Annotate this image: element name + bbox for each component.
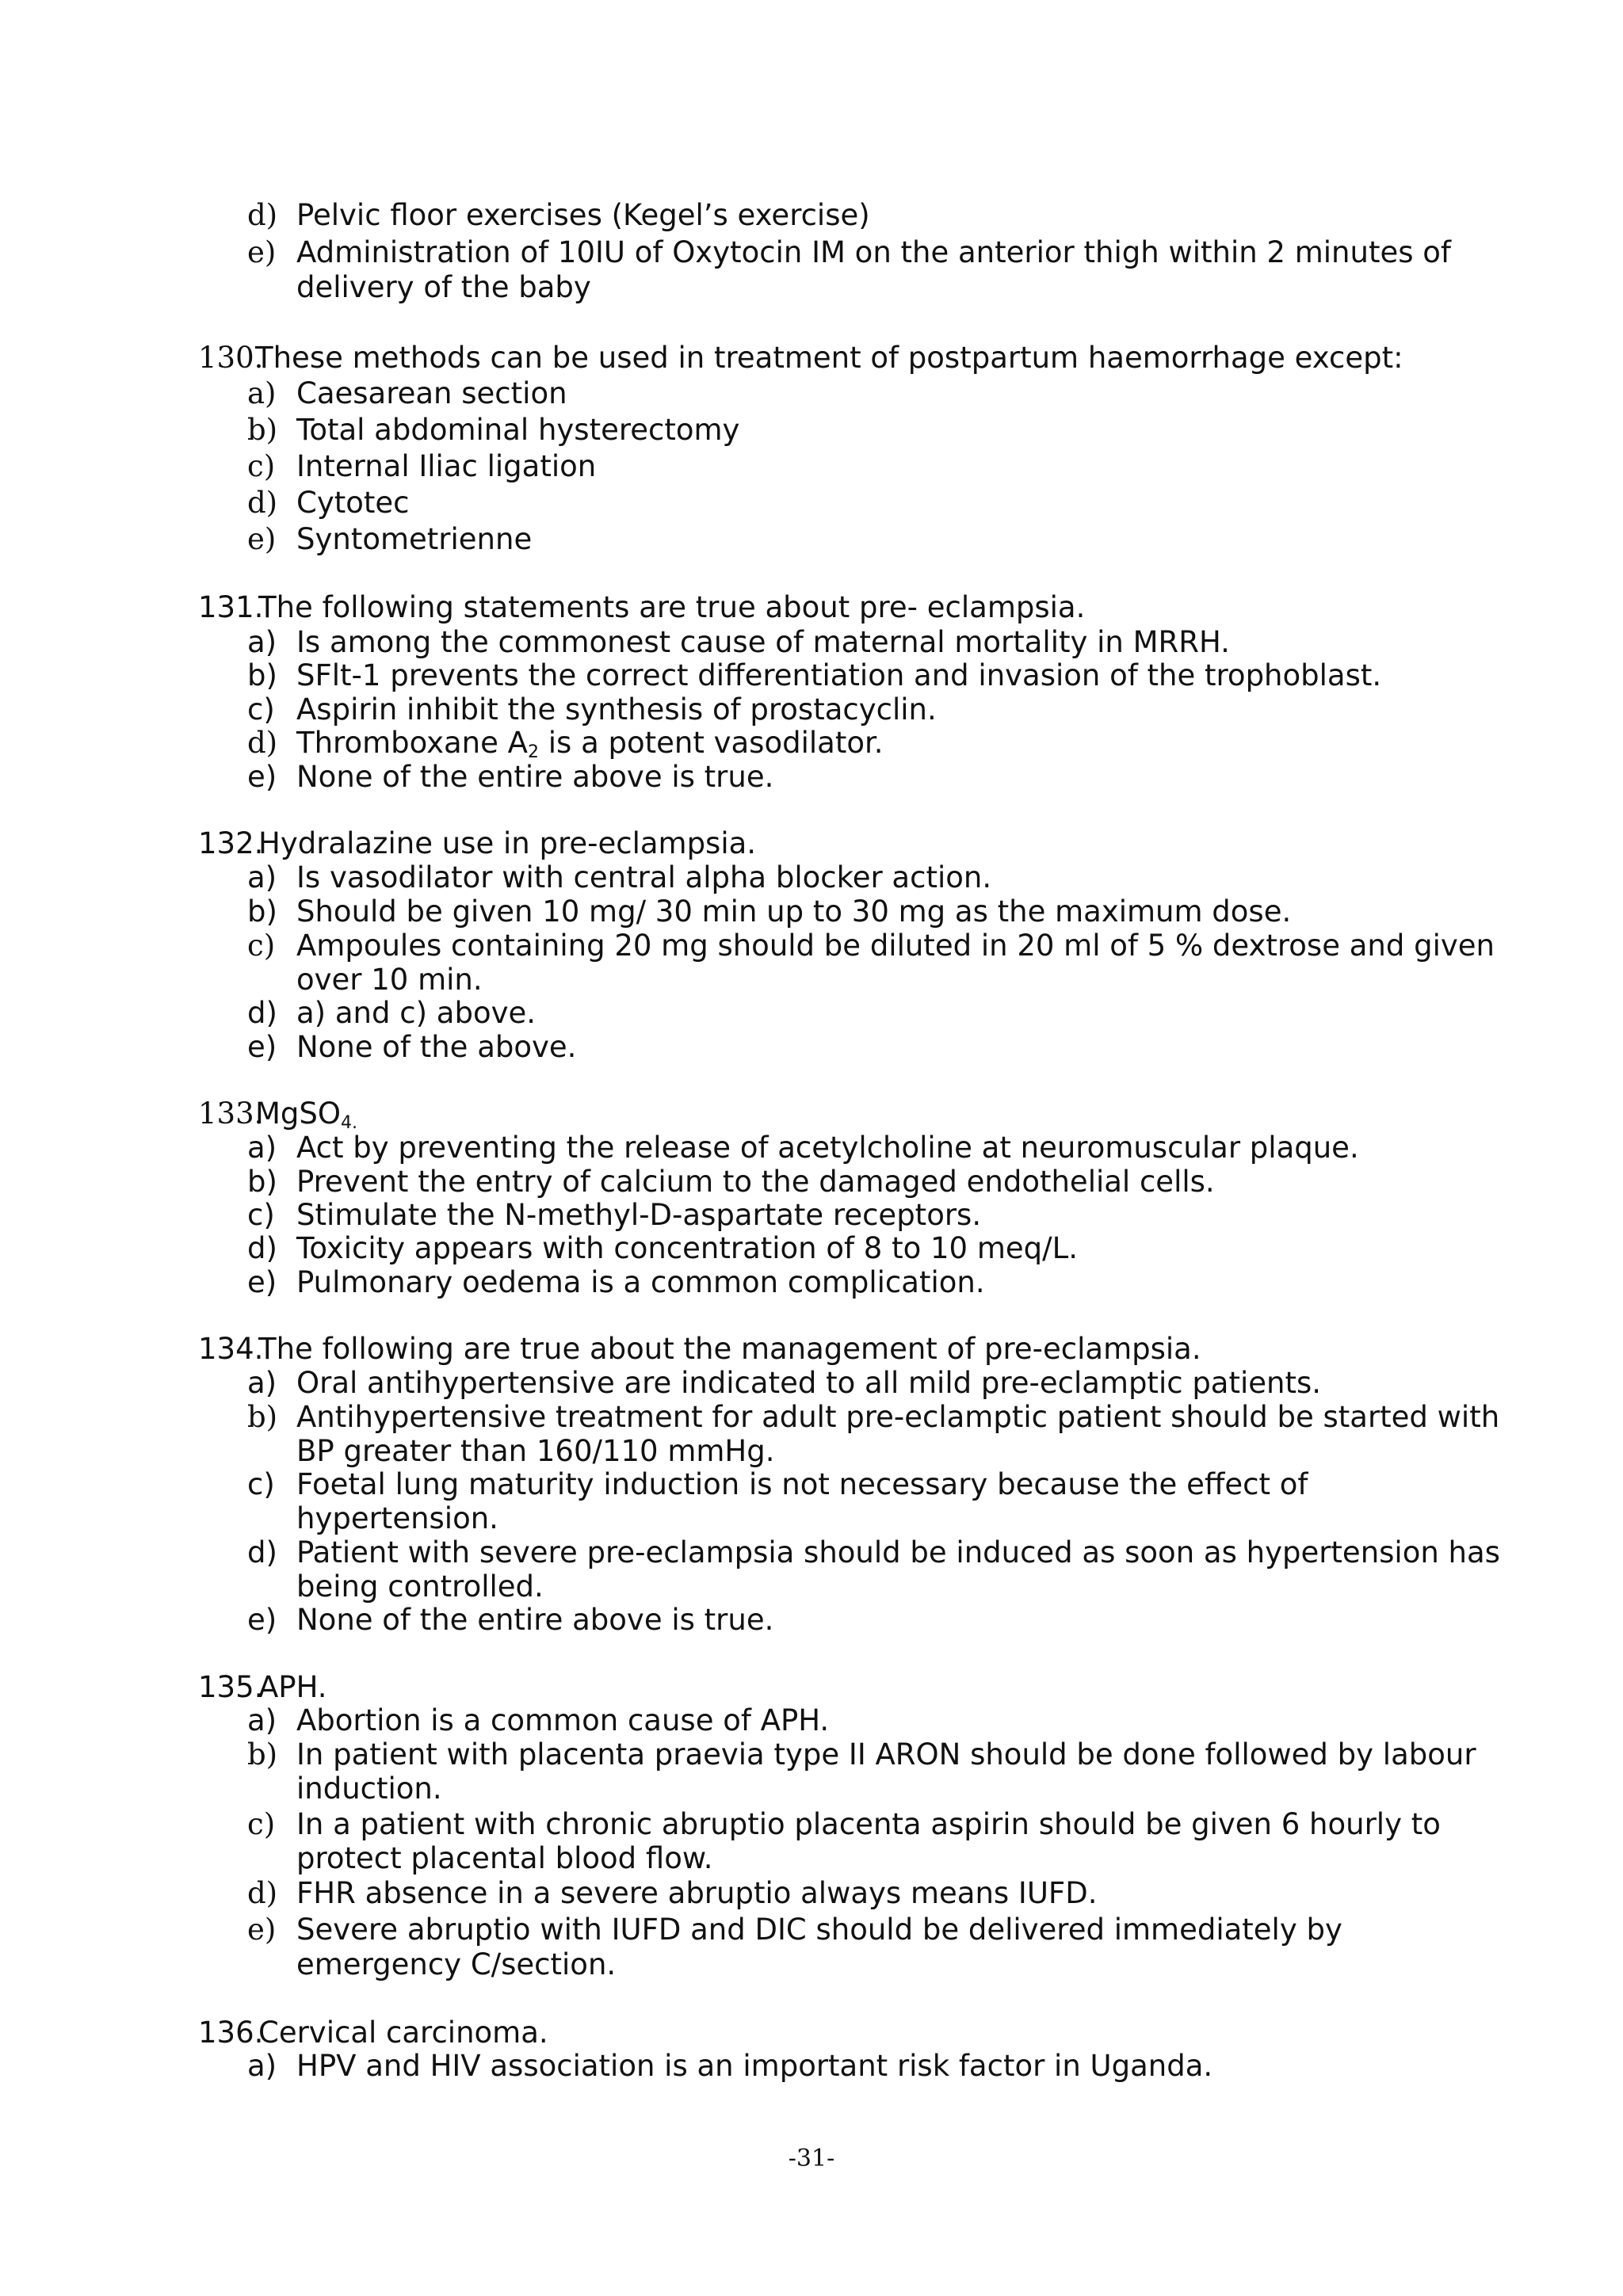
option-text: Aspirin inhibit the synthesis of prostacyclin.: [296, 692, 937, 727]
question-stem: APH.: [258, 1670, 327, 1704]
question-number: 131.: [198, 590, 264, 624]
question-stem: Hydralazine use in pre-eclampsia.: [258, 826, 757, 860]
option-text: Stimulate the N-methyl-D-aspartate receptors.: [296, 1198, 982, 1232]
option-letter: d): [247, 1231, 277, 1265]
option-letter: d): [247, 996, 277, 1030]
question-number: 134.: [198, 1332, 264, 1366]
option-text: SFlt-1 prevents the correct differentiation and invasion of the trophoblast.: [296, 658, 1382, 692]
option-letter: d): [247, 726, 278, 760]
question-stem: These methods can be used in treatment of postpartum haemorrhage except:: [255, 341, 1403, 375]
option-text: Administration of 10IU of Oxytocin IM on the anterior thigh within 2 minutes of: [296, 235, 1451, 269]
option-text: Pulmonary oedema is a common complication.: [296, 1265, 985, 1299]
option-text: Total abdominal hysterectomy: [296, 413, 740, 447]
option-text: Is among the commonest cause of maternal mortality in MRRH.: [296, 625, 1230, 659]
option-letter: e): [247, 1603, 277, 1637]
option-text: None of the entire above is true.: [296, 760, 774, 794]
option-text: In a patient with chronic abruptio placenta aspirin should be given 6 hourly to: [296, 1807, 1441, 1841]
option-letter: a): [247, 376, 277, 410]
option-letter: c): [247, 1807, 276, 1841]
option-letter: b): [247, 658, 277, 692]
option-text: Prevent the entry of calcium to the damaged endothelial cells.: [296, 1165, 1215, 1199]
option-letter: d): [247, 198, 278, 232]
option-letter: c): [247, 1198, 275, 1232]
option-text: being controlled.: [296, 1569, 544, 1604]
option-text: BP greater than 160/110 mmHg.: [296, 1434, 775, 1468]
option-letter: a): [247, 2049, 277, 2083]
option-text: Syntometrienne: [296, 522, 533, 556]
option-text: Severe abruptio with IUFD and DIC should be delivered immediately by: [296, 1913, 1342, 1947]
option-text: Patient with severe pre-eclampsia should be induced as soon as hypertension has: [296, 1535, 1500, 1569]
option-text: Internal Iliac ligation: [296, 449, 597, 483]
question-number: 133.: [198, 1097, 264, 1131]
question-stem: Cervical carcinoma.: [258, 2016, 548, 2050]
option-text: induction.: [296, 1772, 442, 1806]
option-text: emergency C/section.: [296, 1947, 617, 1981]
option-letter: a): [247, 1131, 277, 1165]
question-stem: MgSO$_{4.}$: [255, 1097, 358, 1133]
option-letter: c): [247, 1467, 275, 1501]
option-text: Ampoules containing 20 mg should be diluted in 20 ml of 5 % dextrose and given: [296, 929, 1495, 963]
page-number: -31-: [788, 2145, 835, 2172]
option-letter: b): [247, 1400, 278, 1434]
option-letter: b): [247, 1737, 278, 1772]
option-letter: a): [247, 1366, 277, 1400]
option-text: Thromboxane $A_2$ is a potent vasodilator.: [296, 726, 884, 762]
option-text: Caesarean section: [296, 376, 567, 410]
option-letter: a): [247, 1703, 277, 1737]
option-text: Should be given 10 mg/ 30 min up to 30 mg as the maximum dose.: [296, 894, 1292, 929]
option-letter: d): [247, 486, 278, 520]
option-text: FHR absence in a severe abruptio always means IUFD.: [296, 1876, 1098, 1910]
option-text: Is vasodilator with central alpha blocker action.: [296, 860, 992, 894]
option-letter: c): [247, 692, 275, 727]
question-number: 132.: [198, 826, 264, 860]
option-text: Cytotec: [296, 486, 410, 520]
option-text: None of the above.: [296, 1030, 577, 1064]
option-text: Act by preventing the release of acetylcholine at neuromuscular plaque.: [296, 1131, 1359, 1165]
option-letter: e): [247, 1265, 277, 1299]
option-letter: a): [247, 625, 277, 659]
question-number: 130.: [198, 341, 264, 375]
option-text: a) and c) above.: [296, 996, 536, 1030]
question-stem: The following statements are true about pre- eclampsia.: [258, 590, 1086, 624]
option-text: Antihypertensive treatment for adult pre-eclamptic patient should be started with: [296, 1400, 1500, 1434]
option-text: over 10 min.: [296, 963, 483, 997]
option-letter: b): [247, 413, 278, 447]
option-text: Toxicity appears with concentration of 8 to 10 meq/L.: [296, 1231, 1078, 1265]
option-text: Pelvic floor exercises (Kegel’s exercise): [296, 198, 870, 232]
option-letter: b): [247, 1165, 277, 1199]
option-letter: d): [247, 1876, 278, 1910]
option-text: delivery of the baby: [296, 270, 591, 304]
option-text: Abortion is a common cause of APH.: [296, 1703, 830, 1737]
question-stem: The following are true about the management of pre-eclampsia.: [258, 1332, 1201, 1366]
option-letter: e): [247, 522, 277, 556]
option-letter: c): [247, 449, 276, 483]
option-text: protect placental blood flow.: [296, 1841, 713, 1875]
option-text: hypertension.: [296, 1501, 498, 1535]
option-text: Foetal lung maturity induction is not necessary because the effect of: [296, 1467, 1308, 1501]
option-letter: b): [247, 894, 277, 929]
option-letter: a): [247, 860, 277, 894]
option-letter: e): [247, 1913, 277, 1947]
option-text: In patient with placenta praevia type II ARON should be done followed by labour: [296, 1737, 1476, 1772]
option-text: HPV and HIV association is an important risk factor in Uganda.: [296, 2049, 1213, 2083]
option-letter: e): [247, 760, 277, 794]
option-text: None of the entire above is true.: [296, 1603, 774, 1637]
option-letter: e): [247, 1030, 277, 1064]
option-text: Oral antihypertensive are indicated to all mild pre-eclamptic patients.: [296, 1366, 1322, 1400]
option-letter: d): [247, 1535, 277, 1569]
option-letter: c): [247, 929, 276, 963]
option-letter: e): [247, 235, 277, 269]
question-number: 136.: [198, 2016, 264, 2050]
question-number: 135.: [198, 1670, 264, 1704]
